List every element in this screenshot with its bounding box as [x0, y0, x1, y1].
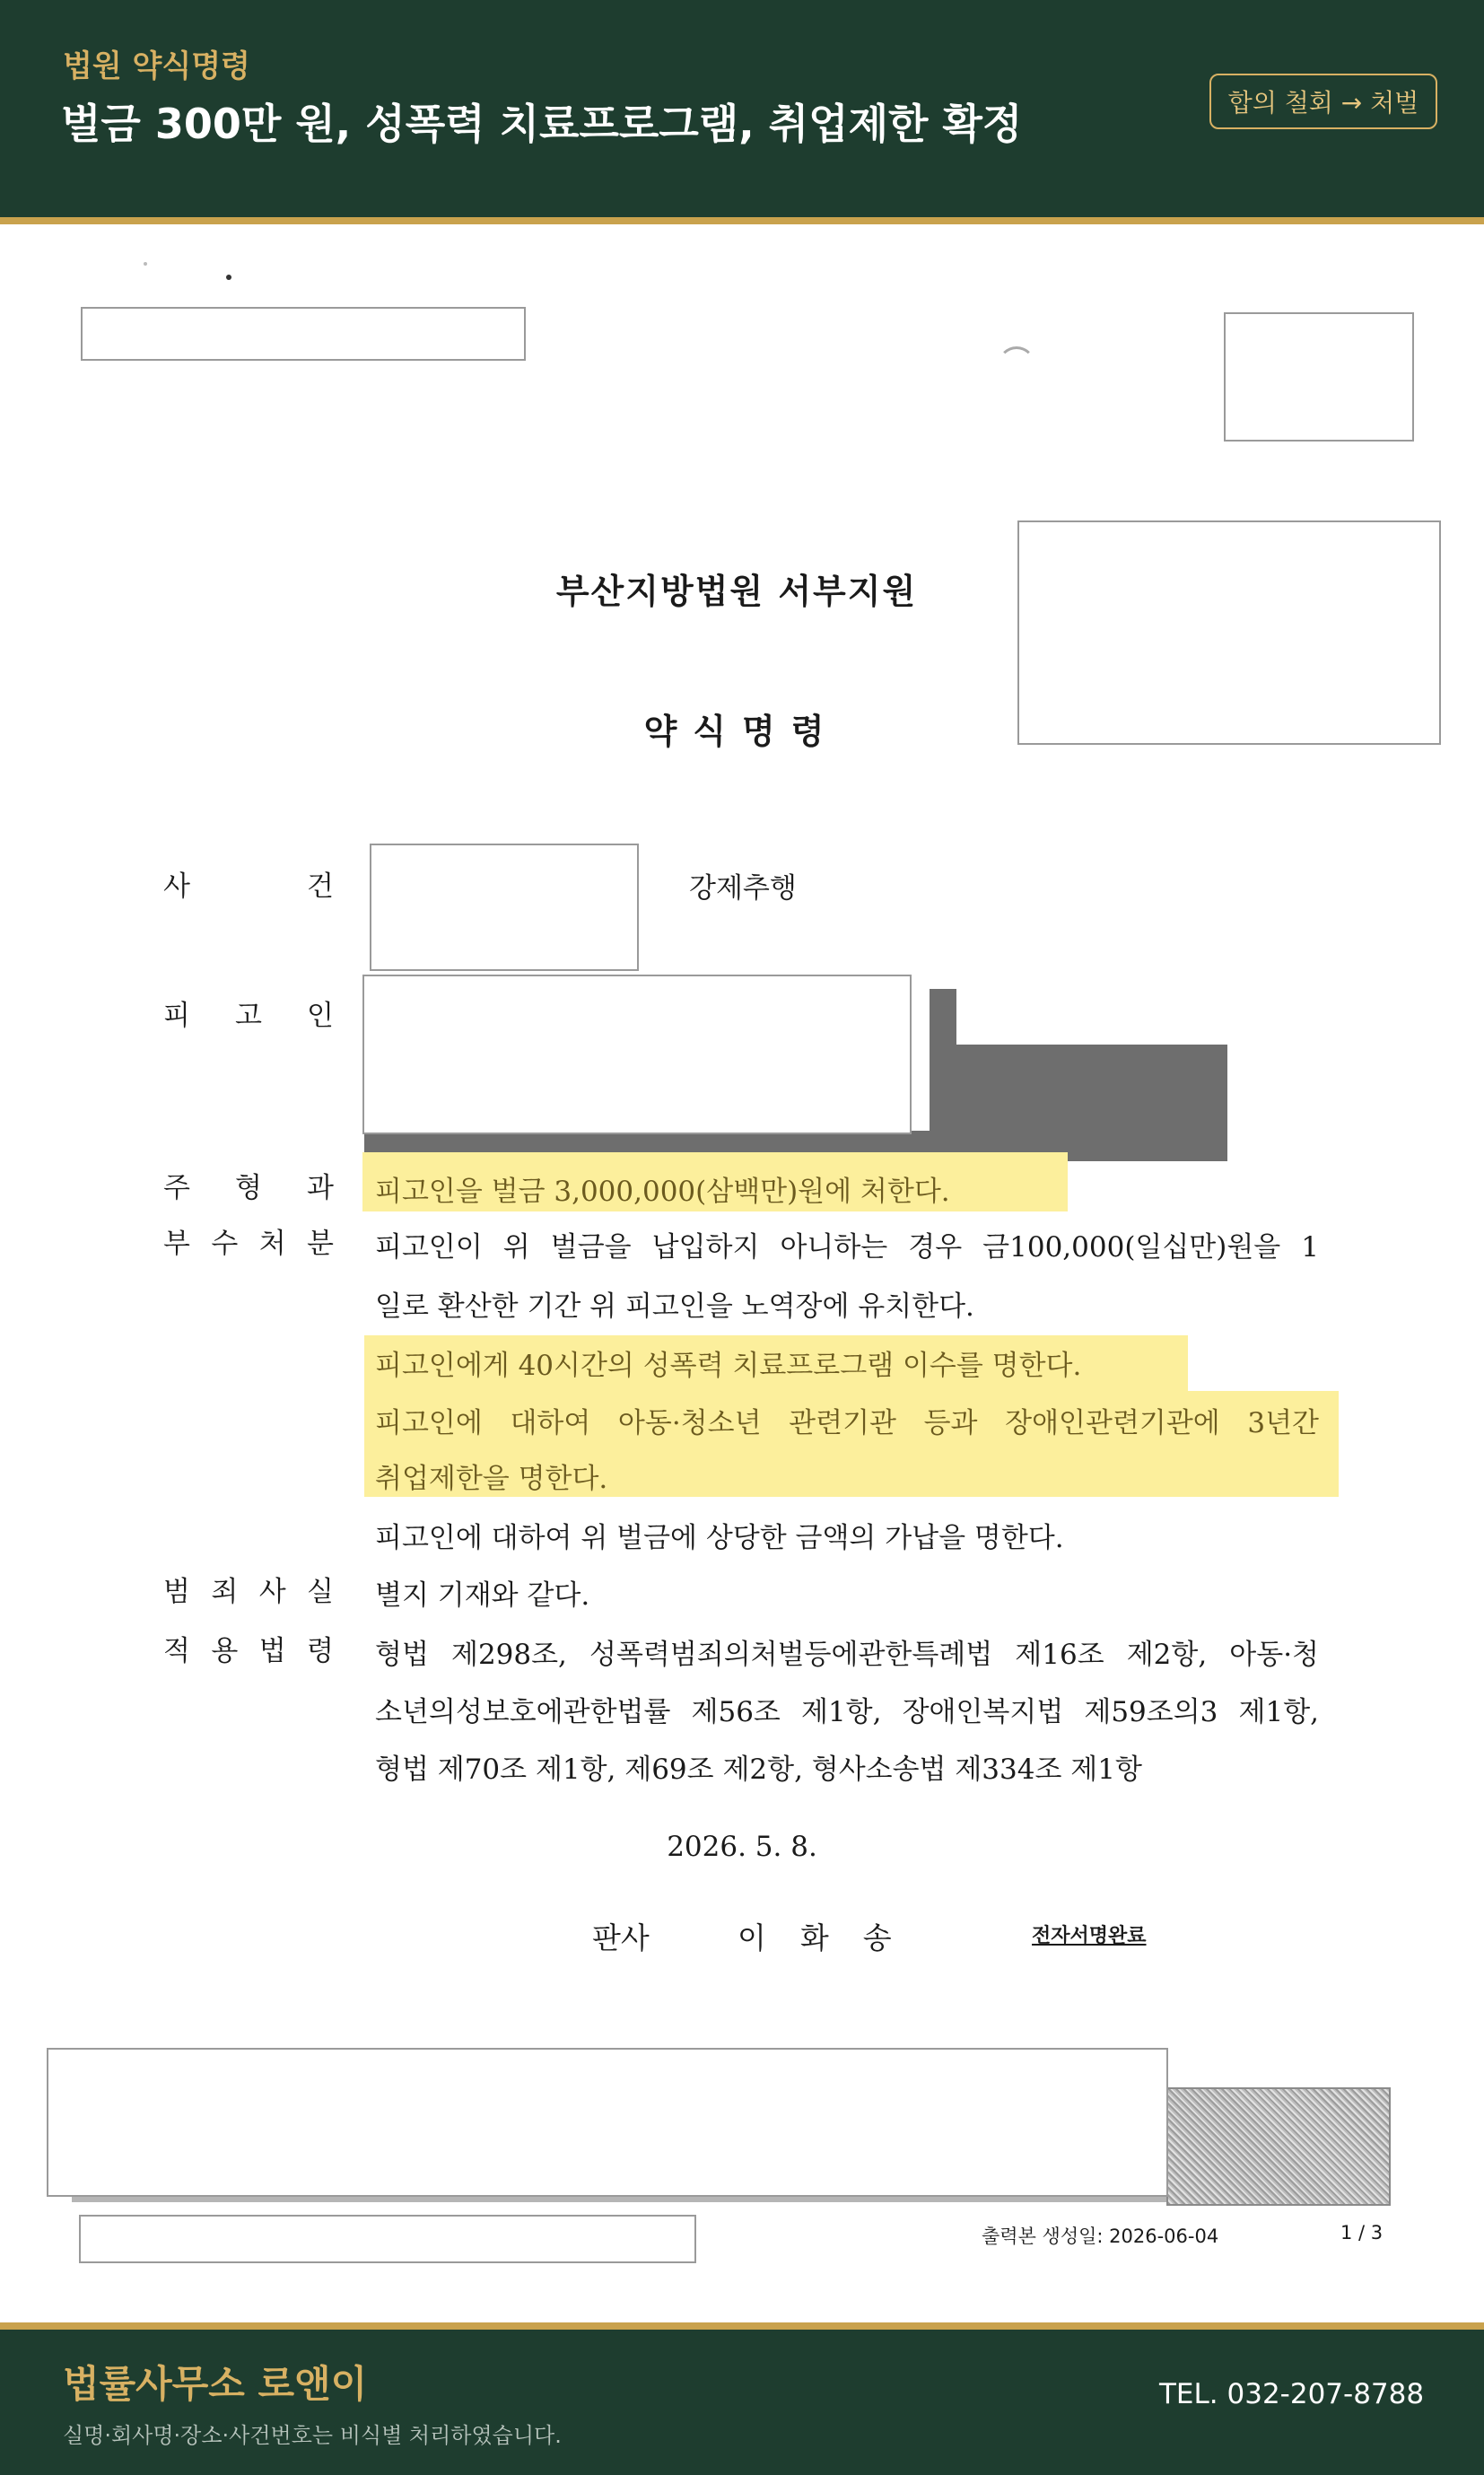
sentence-label: 주 형 과	[163, 1172, 334, 1204]
redaction-box	[79, 2215, 696, 2263]
laws-line: 형법 제70조 제1항, 제69조 제2항, 형사소송법 제334조 제1항	[375, 1753, 1142, 1786]
redaction-box	[47, 2048, 1168, 2197]
issue-date: 2026. 5. 8.	[667, 1831, 817, 1863]
facts-text: 별지 기재와 같다.	[375, 1579, 590, 1612]
ancillary-line: 피고인이 위 벌금을 납입하지 아니하는 경우 금100,000(일십만)원을 1	[375, 1231, 1319, 1264]
defendant-redaction-shadow	[930, 1045, 1227, 1161]
redaction-box	[81, 307, 526, 361]
judge-name: 이화송	[738, 1920, 926, 1955]
e-signature-mark: 전자서명완료	[1032, 1925, 1147, 1947]
anonymization-notice: 실명·회사명·장소·사건번호는 비식별 처리하였습니다.	[63, 2423, 562, 2448]
redaction-box	[1224, 312, 1414, 442]
ancillary-line: 일로 환산한 기간 위 피고인을 노역장에 유치한다.	[375, 1290, 974, 1323]
facts-label: 범 죄 사 실	[163, 1576, 334, 1608]
ancillary-line: 피고인에게 40시간의 성폭력 치료프로그램 이수를 명한다.	[375, 1350, 1082, 1382]
page-number: 1 / 3	[1340, 2222, 1384, 2243]
phone-number: TEL. 032-207-8788	[1159, 2378, 1425, 2410]
ancillary-line: 피고인에 대하여 위 벌금에 상당한 금액의 가납을 명한다.	[375, 1522, 1064, 1554]
case-number-redaction	[370, 844, 639, 971]
document-title: 약식명령	[643, 712, 841, 751]
sentence-text: 피고인을 벌금 3,000,000(삼백만)원에 처한다.	[375, 1176, 950, 1208]
scan-speck	[144, 262, 147, 266]
laws-line: 소년의성보호에관한법률 제56조 제1항, 장애인복지법 제59조의3 제1항,	[375, 1696, 1319, 1728]
footer-divider	[0, 2322, 1484, 2330]
judge-role: 판사	[592, 1920, 650, 1955]
scan-speck	[226, 275, 231, 280]
headline: 벌금 300만 원, 성폭력 치료프로그램, 취업제한 확정	[61, 100, 1023, 148]
defendant-redaction-shadow	[930, 989, 956, 1045]
category-label: 법원 약식명령	[63, 48, 250, 84]
ancillary-line: 취업제한을 명한다.	[375, 1463, 608, 1495]
case-label: 사 건	[163, 870, 334, 903]
outcome-badge: 합의 철회 → 처벌	[1209, 74, 1437, 129]
defendant-label: 피 고 인	[163, 1000, 334, 1032]
firm-name: 법률사무소 로앤이	[63, 2362, 368, 2406]
print-date: 출력본 생성일: 2026-06-04	[982, 2226, 1219, 2247]
case-name: 강제추행	[689, 872, 797, 905]
scan-line	[72, 2197, 1166, 2202]
barcode-redaction	[1166, 2087, 1391, 2206]
laws-label: 적 용 법 령	[163, 1635, 334, 1667]
header-divider	[0, 217, 1484, 224]
scan-mark	[998, 346, 1035, 384]
laws-line: 형법 제298조, 성폭력범죄의처벌등에관한특례법 제16조 제2항, 아동·청	[375, 1639, 1319, 1671]
court-name: 부산지방법원 서부지원	[555, 572, 918, 611]
ancillary-line: 피고인에 대하여 아동·청소년 관련기관 등과 장애인관련기관에 3년간	[375, 1407, 1319, 1439]
ancillary-label: 부 수 처 분	[163, 1228, 334, 1260]
defendant-redaction	[362, 975, 912, 1134]
